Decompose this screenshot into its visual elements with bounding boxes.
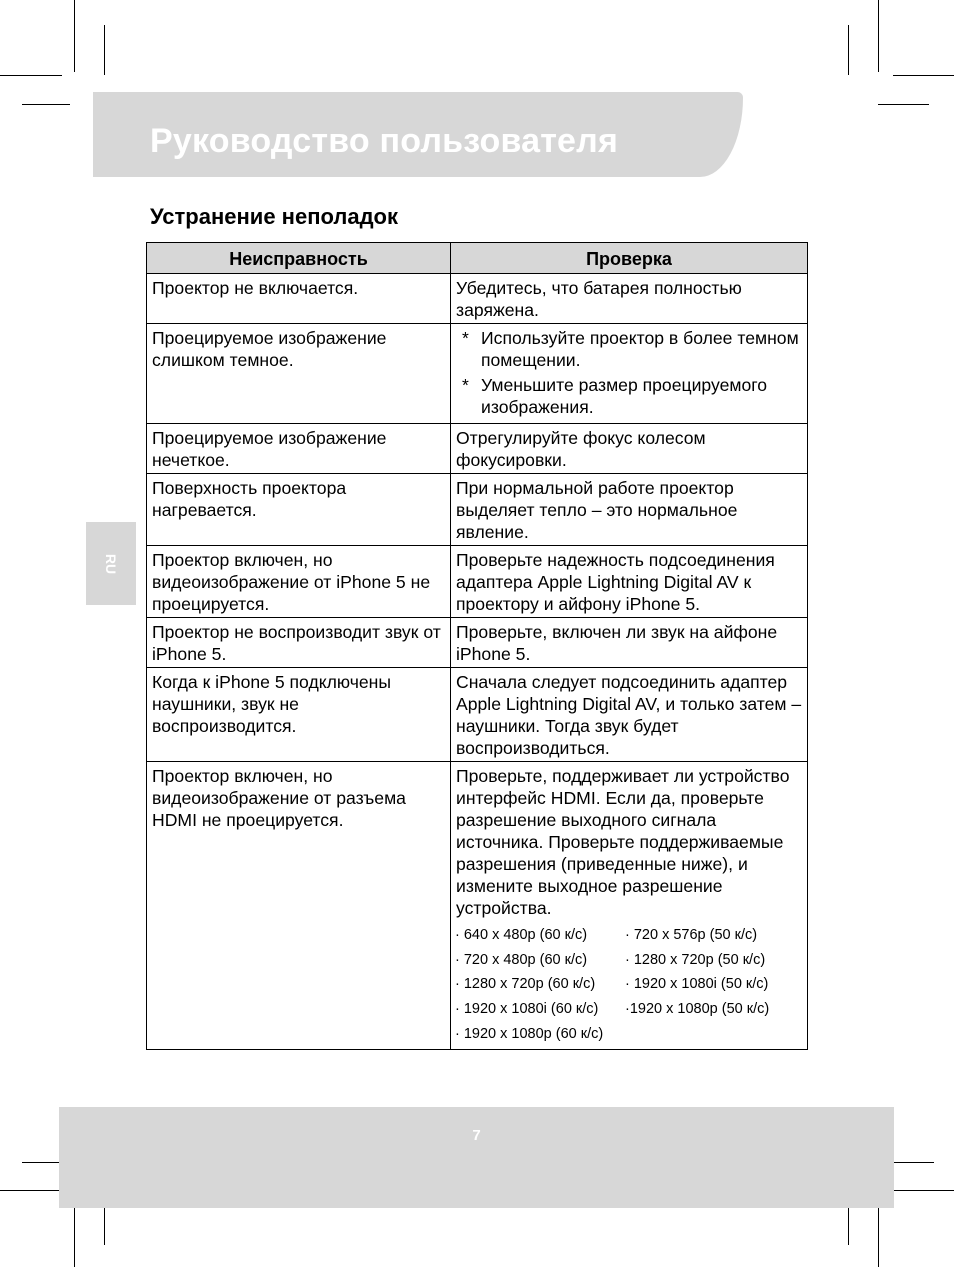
crop-mark bbox=[878, 0, 879, 72]
resolution-item: · 1920 x 1080i (60 к/с) bbox=[455, 1001, 599, 1018]
crop-mark bbox=[22, 104, 70, 105]
column-header-problem: Неисправность bbox=[147, 243, 451, 274]
crop-mark bbox=[848, 25, 849, 75]
crop-mark bbox=[104, 25, 105, 75]
troubleshooting-table bbox=[146, 242, 808, 1050]
problem-cell: Поверхность проектора нагревается. bbox=[147, 474, 451, 546]
problem-cell: Проецируемое изображение нечеткое. bbox=[147, 424, 451, 474]
problem-cell: Когда к iPhone 5 подключены наушники, звук не воспроизводится. bbox=[147, 668, 451, 762]
bullet-marker: * bbox=[462, 375, 469, 395]
table-row bbox=[147, 274, 808, 324]
check-cell bbox=[451, 762, 808, 1050]
resolution-item: · 720 x 576p (50 к/с) bbox=[625, 927, 758, 943]
check-cell bbox=[451, 324, 808, 424]
check-cell: Проверьте надежность подсоединения адаптера Apple Lightning Digital AV к проектору и айфону iPhone 5. bbox=[451, 546, 808, 618]
page-title: Руководство пользователя bbox=[150, 122, 619, 160]
problem-cell: Проектор не воспроизводит звук от iPhone 5. bbox=[147, 618, 451, 668]
problem-cell: Проецируемое изображение слишком темное. bbox=[147, 324, 451, 424]
table-row bbox=[147, 668, 808, 762]
crop-mark bbox=[74, 0, 75, 72]
section-title: Устранение неполадок bbox=[150, 204, 398, 229]
resolution-list bbox=[455, 923, 802, 1047]
crop-mark bbox=[0, 1190, 62, 1191]
resolution-item: · 720 x 480p (60 к/с) bbox=[455, 951, 588, 968]
resolution-item: · 1280 x 720p (50 к/с) bbox=[625, 951, 766, 968]
check-cell: Убедитесь, что батарея полностью заряжена. bbox=[451, 274, 808, 324]
crop-mark bbox=[893, 75, 954, 76]
problem-cell: Проектор не включается. bbox=[147, 274, 451, 324]
resolution-item: ·1920 x 1080p (50 к/с) bbox=[625, 1001, 770, 1018]
language-tab-label: RU bbox=[103, 553, 119, 574]
language-tab bbox=[86, 522, 136, 605]
check-cell: Отрегулируйте фокус колесом фокусировки. bbox=[451, 424, 808, 474]
crop-mark bbox=[893, 1190, 954, 1191]
crop-mark bbox=[878, 104, 929, 105]
check-cell: Проверьте, включен ли звук на айфоне iPhone 5. bbox=[451, 618, 808, 668]
resolution-item: · 640 x 480p (60 к/с) bbox=[455, 927, 588, 943]
problem-cell: Проектор включен, но видеоизображение от разъема HDMI не проецируется. bbox=[147, 762, 451, 1050]
check-cell: При нормальной работе проектор выделяет тепло – это нормальное явление. bbox=[451, 474, 808, 546]
list-item-text: Уменьшите размер проецируемого изображения. bbox=[481, 375, 768, 417]
check-cell: Сначала следует подсоединить адаптер Apple Lightning Digital AV, и только затем – наушники. Тогда звук будет воспроизводиться. bbox=[451, 668, 808, 762]
table-row bbox=[147, 424, 808, 474]
list-item bbox=[456, 374, 802, 418]
problem-cell: Проектор включен, но видеоизображение от iPhone 5 не проецируется. bbox=[147, 546, 451, 618]
page-number: 7 bbox=[472, 1127, 481, 1144]
resolution-item: · 1920 x 1080i (50 к/с) bbox=[625, 976, 769, 993]
table-row bbox=[147, 324, 808, 424]
table-row bbox=[147, 546, 808, 618]
footer-band bbox=[59, 1107, 894, 1208]
resolution-item: · 1920 x 1080p (60 к/с) bbox=[455, 1025, 604, 1042]
crop-mark bbox=[0, 75, 62, 76]
check-text: Проверьте, поддерживает ли устройство интерфейс HDMI. Если да, проверьте разрешение выходного сигнала источника. Проверьте поддерживаемые разрешения (приведенные ниже), и измените выходное разрешение устройства. bbox=[456, 766, 790, 918]
list-item bbox=[456, 327, 802, 371]
bullet-marker: * bbox=[462, 328, 469, 348]
column-header-check: Проверка bbox=[451, 243, 808, 274]
table-row bbox=[147, 618, 808, 668]
list-item-text: Используйте проектор в более темном помещении. bbox=[481, 328, 799, 370]
check-list bbox=[456, 327, 802, 418]
table-row bbox=[147, 762, 808, 1050]
resolution-item: · 1280 x 720p (60 к/с) bbox=[455, 976, 596, 993]
table-row bbox=[147, 474, 808, 546]
table-header-row bbox=[147, 243, 808, 274]
